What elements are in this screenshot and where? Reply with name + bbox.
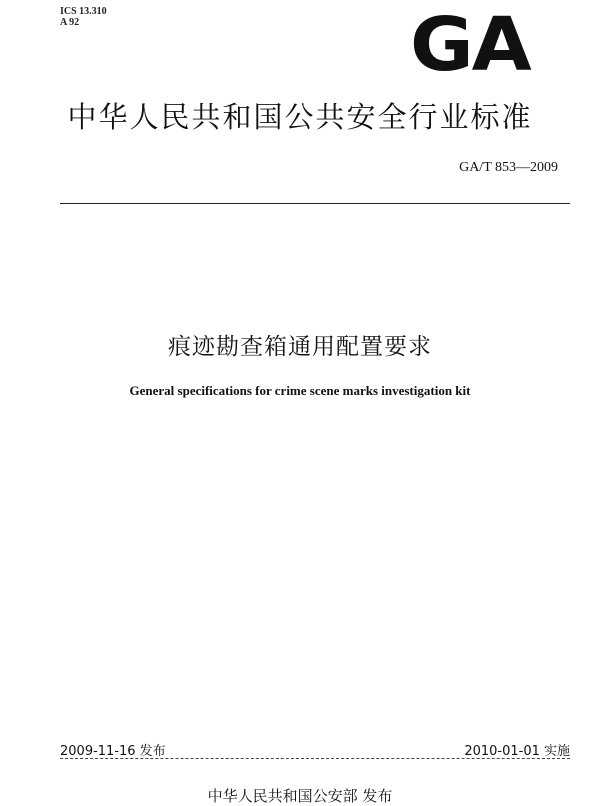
header-divider [60, 203, 570, 204]
standard-title: 中华人民共和国公共安全行业标准 [67, 100, 533, 134]
publisher: 中华人民共和国公安部 发布 [207, 787, 393, 805]
ics-code: ICS 13.310 [60, 6, 107, 17]
footer-divider [60, 758, 570, 759]
classification-codes [60, 6, 107, 28]
issue-date: 2009-11-16 发布 [60, 744, 166, 759]
document-title-en: General specifications for crime scene marks investigation kit [129, 383, 471, 398]
document-title-cn: 痕迹勘查箱通用配置要求 [168, 334, 432, 360]
category-code: A 92 [60, 17, 80, 28]
standard-code: GA/T 853—2009 [459, 160, 558, 175]
ga-logo: GA [410, 2, 530, 88]
effective-date: 2010-01-01 实施 [464, 744, 570, 759]
